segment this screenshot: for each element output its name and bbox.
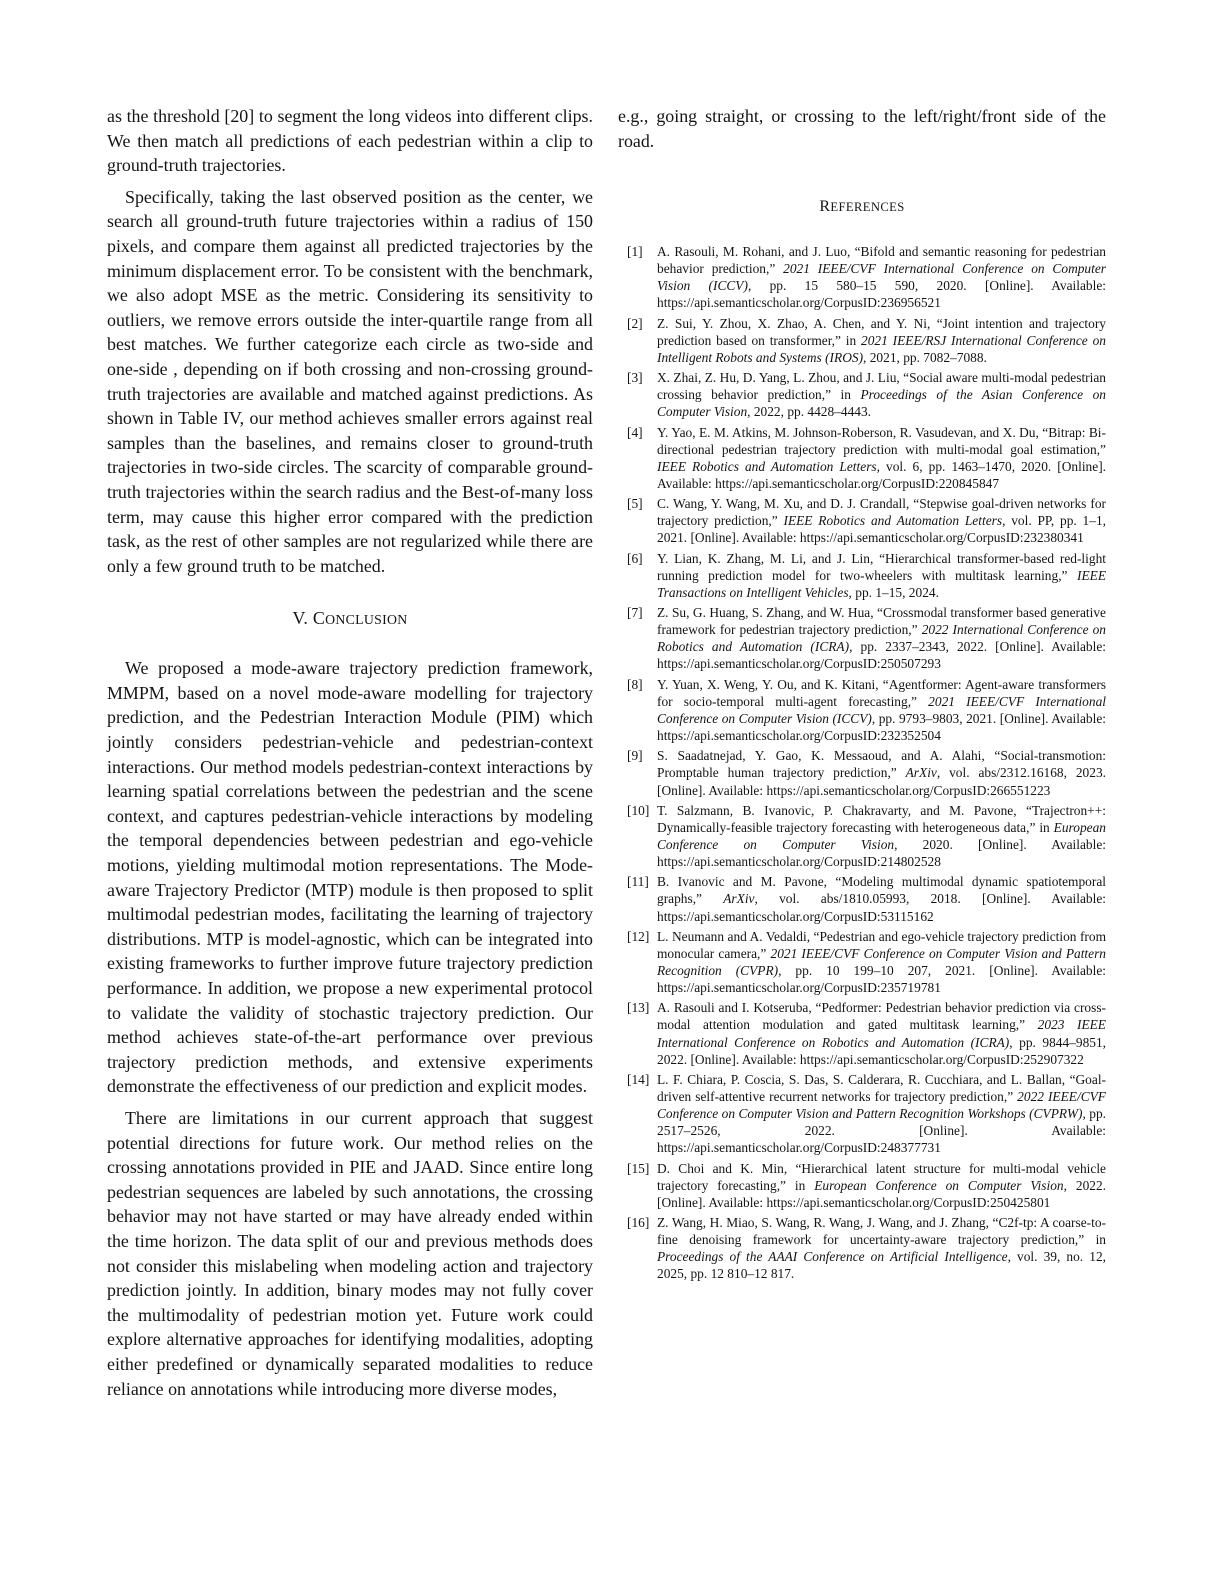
- reference-entry: [618, 1071, 1106, 1156]
- reference-details: , pp. 1–15, 2024.: [848, 584, 939, 600]
- reference-authors-title: A. Rasouli, M. Rohani, and J. Luo, “Bifold and semantic reasoning for pedestrian behavior prediction,”: [657, 244, 1106, 277]
- reference-number: [7]: [627, 605, 643, 621]
- section-title-initial: C: [312, 608, 326, 629]
- reference-entry: [618, 676, 1106, 744]
- reference-entry: [618, 999, 1106, 1067]
- reference-entry: [618, 243, 1106, 311]
- reference-details: , vol. 6, pp. 1463–1470, 2020. [Online]. Available: https://api.semanticscholar.org/CorpusID:220845847: [657, 458, 1107, 491]
- references-heading: [618, 198, 1106, 216]
- reference-venue: 2021 IEEE/RSJ International Conference on Intelligent Robots and Systems (IROS): [657, 332, 1106, 365]
- reference-entry: [618, 873, 1106, 924]
- reference-venue: European Conference on Computer Vision: [814, 1177, 1064, 1193]
- reference-entry: [618, 604, 1106, 672]
- reference-authors-title: T. Salzmann, B. Ivanovic, P. Chakravarty, and M. Pavone, “Trajectron++: Dynamically-feasible trajectory forecasting with heterogeneous data,” in: [657, 802, 1106, 835]
- reference-text: [657, 604, 1106, 672]
- reference-venue: IEEE Transactions on Intelligent Vehicles: [657, 567, 1106, 600]
- reference-number: [12]: [627, 928, 650, 944]
- reference-authors-title: S. Saadatnejad, Y. Gao, K. Messaoud, and A. Alahi, “Social-transmotion: Promptable human trajectory prediction,”: [657, 748, 1106, 781]
- reference-authors-title: X. Zhai, Z. Hu, D. Yang, L. Zhou, and J. Liu, “Social aware multi-modal pedestrian crossing behavior prediction,” in: [657, 370, 1106, 403]
- reference-text: [657, 315, 1106, 366]
- reference-details: , pp. 9844–9851, 2022. [Online]. Available: https://api.semanticscholar.org/CorpusID:252907322: [657, 1034, 1106, 1067]
- paragraph-modes-continuation: e.g., going straight, or crossing to the left/right/front side of the road.: [618, 106, 1106, 151]
- reference-text: [657, 1071, 1106, 1156]
- reference-entry: [618, 802, 1106, 870]
- reference-number: [13]: [627, 1000, 650, 1016]
- reference-text: [657, 676, 1106, 744]
- reference-details: , 2022. [Online]. Available: https://api.semanticscholar.org/CorpusID:250425801: [657, 1177, 1106, 1210]
- reference-venue: ArXiv: [905, 765, 937, 781]
- reference-details: , vol. abs/2312.16168, 2023. [Online]. Available: https://api.semanticscholar.org/CorpusID:266551223: [657, 765, 1106, 798]
- reference-number: [14]: [627, 1071, 650, 1087]
- reference-venue: 2022 International Conference on Robotics and Automation (ICRA): [657, 622, 1107, 655]
- reference-venue: European Conference on Computer Vision: [657, 819, 1106, 852]
- reference-number: [11]: [627, 874, 649, 890]
- reference-text: [657, 495, 1106, 546]
- reference-number: [16]: [627, 1215, 650, 1231]
- reference-entry: [618, 747, 1106, 798]
- reference-text: [657, 747, 1106, 798]
- reference-entry: [618, 424, 1106, 492]
- references-title-rest: EFERENCES: [830, 200, 905, 215]
- reference-entry: [618, 1214, 1106, 1282]
- reference-number: [2]: [627, 315, 643, 331]
- reference-details: , vol. abs/1810.05993, 2018. [Online]. Available: https://api.semanticscholar.org/CorpusID:53115162: [657, 891, 1106, 924]
- reference-number: [9]: [627, 748, 643, 764]
- reference-authors-title: B. Ivanovic and M. Pavone, “Modeling multimodal dynamic spatiotemporal graphs,”: [657, 874, 1106, 907]
- paragraph-threshold-continuation: as the threshold [20] to segment the long videos into different clips. We then match all predictions of each pedestrian within a clip to ground-truth trajectories.: [107, 106, 593, 176]
- reference-entry: [618, 495, 1106, 546]
- reference-authors-title: L. F. Chiara, P. Coscia, S. Das, S. Calderara, R. Cucchiara, and L. Ballan, “Goal-driven self-attentive recurrent networks for trajectory prediction,”: [657, 1071, 1106, 1105]
- reference-venue: IEEE Robotics and Automation Letters: [783, 513, 1003, 529]
- reference-authors-title: A. Rasouli and I. Kotseruba, “Pedformer: Pedestrian behavior prediction via cross-modal attention modulation and gated multitask learning,”: [657, 1000, 1106, 1033]
- reference-details: , pp. 9793–9803, 2021. [Online]. Available: https://api.semanticscholar.org/CorpusID:232352504: [657, 710, 1106, 744]
- reference-details: , 2022, pp. 4428–4443.: [747, 404, 872, 420]
- reference-venue: 2021 IEEE/CVF International Conference on Computer Vision (ICCV): [657, 693, 1106, 726]
- reference-details: , vol. PP, pp. 1–1, 2021. [Online]. Available: https://api.semanticscholar.org/CorpusID:232380341: [657, 513, 1106, 546]
- section-numeral: V.: [292, 608, 313, 629]
- reference-venue: Proceedings of the Asian Conference on Computer Vision: [657, 387, 1106, 420]
- reference-details: , pp. 15 580–15 590, 2020. [Online]. Available: https://api.semanticscholar.org/CorpusID:236956521: [657, 278, 1106, 311]
- reference-details: , pp. 10 199–10 207, 2021. [Online]. Available: https://api.semanticscholar.org/CorpusID:235719781: [657, 963, 1106, 996]
- reference-authors-title: L. Neumann and A. Vedaldi, “Pedestrian and ego-vehicle trajectory prediction from monocular camera,”: [657, 928, 1106, 961]
- reference-entry: [618, 928, 1106, 996]
- reference-details: , pp. 2337–2343, 2022. [Online]. Available: https://api.semanticscholar.org/CorpusID:250507293: [657, 639, 1106, 672]
- reference-authors-title: Z. Sui, Y. Zhou, X. Zhao, A. Chen, and Y. Ni, “Joint intention and trajectory prediction based on transformer,” in: [657, 315, 1106, 348]
- reference-venue: IEEE Robotics and Automation Letters: [657, 458, 877, 474]
- reference-authors-title: Y. Yuan, X. Weng, Y. Ou, and K. Kitani, “Agentformer: Agent-aware transformers for socio-temporal multi-agent forecasting,”: [657, 676, 1106, 709]
- reference-entry: [618, 550, 1106, 601]
- reference-number: [5]: [627, 496, 643, 512]
- reference-details: , pp. 2517–2526, 2022. [Online]. Available: https://api.semanticscholar.org/CorpusID:248377731: [657, 1106, 1106, 1156]
- reference-list: [618, 243, 1106, 1282]
- reference-text: [657, 550, 1106, 601]
- right-column: [618, 104, 1106, 1286]
- reference-number: [8]: [627, 676, 643, 692]
- reference-details: , 2021, pp. 7082–7088.: [863, 349, 987, 365]
- reference-text: [657, 243, 1106, 311]
- reference-text: [657, 802, 1106, 870]
- reference-text: [657, 424, 1106, 492]
- section-heading-conclusion: [107, 608, 593, 629]
- reference-authors-title: Z. Su, G. Huang, S. Zhang, and W. Hua, “Crossmodal transformer based generative framework for pedestrian trajectory prediction,”: [657, 605, 1106, 638]
- reference-number: [3]: [627, 370, 643, 386]
- references-title-initial: R: [819, 198, 831, 216]
- reference-text: [657, 1214, 1106, 1282]
- reference-authors-title: Y. Lian, K. Zhang, M. Li, and J. Lin, “Hierarchical transformer-based red-light running prediction model for two-wheelers with multitask learning,”: [657, 550, 1106, 583]
- reference-text: [657, 928, 1106, 996]
- reference-number: [10]: [627, 802, 650, 818]
- reference-number: [1]: [627, 244, 643, 260]
- reference-entry: [618, 369, 1106, 420]
- reference-authors-title: D. Choi and K. Min, “Hierarchical latent structure for multi-modal vehicle trajectory forecasting,” in: [657, 1160, 1106, 1193]
- reference-details: , 2020. [Online]. Available: https://api.semanticscholar.org/CorpusID:214802528: [657, 836, 1106, 870]
- reference-text: [657, 369, 1106, 420]
- reference-text: [657, 1160, 1106, 1211]
- reference-venue: 2023 IEEE International Conference on Robotics and Automation (ICRA): [657, 1017, 1106, 1050]
- paragraph-limitations: There are limitations in our current approach that suggest potential directions for future work. Our method relies on the crossing annotations provided in PIE and JAAD. Since entire long pedestrian sequences are labeled by such annotations, the crossing behavior may not have started or may have already ended within the time horizon. The data split of our and previous methods does not consider this mislabeling when modeling action and trajectory prediction jointly. In addition, binary modes may not fully cover the multimodality of pedestrian motion yet. Future work could explore alternative approaches for identifying modalities, adopting either predefined or dynamically separated modalities to reduce reliance on annotations while introducing more diverse modes,: [107, 1107, 593, 1399]
- reference-venue: 2021 IEEE/CVF International Conference on Computer Vision (ICCV): [657, 261, 1106, 294]
- reference-details: , vol. 39, no. 12, 2025, pp. 12 810–12 817.: [657, 1249, 1106, 1282]
- reference-venue: Proceedings of the AAAI Conference on Artificial Intelligence: [657, 1249, 1008, 1265]
- reference-entry: [618, 1160, 1106, 1211]
- paragraph-conclusion-summary: We proposed a mode-aware trajectory prediction framework, MMPM, based on a novel mode-aware modelling for trajectory prediction, and the Pedestrian Interaction Module (PIM) which jointly considers pedestrian-vehicle and pedestrian-context interactions. Our method models pedestrian-context interactions by learning spatial correlations between the pedestrian and the scene context, and captures pedestrian-vehicle interactions by modeling the temporal dependencies between pedestrian and ego-vehicle motions, yielding multimodal motion representations. The Mode-aware Trajectory Predictor (MTP) module is then proposed to split multimodal pedestrian modes, facilitating the learning of trajectory distributions. MTP is model-agnostic, which can be integrated into existing frameworks to further improve future trajectory prediction performance. In addition, we propose a new experimental protocol to validate the validity of stochastic trajectory prediction. Our method achieves state-of-the-art performance over previous trajectory prediction methods, and extensive experiments demonstrate the effectiveness of our prediction and explicit modes.: [107, 658, 593, 1097]
- reference-authors-title: Z. Wang, H. Miao, S. Wang, R. Wang, J. Wang, and J. Zhang, “C2f-tp: A coarse-to-fine denoising framework for uncertainty-aware trajectory prediction,” in: [657, 1215, 1106, 1248]
- reference-authors-title: Y. Yao, E. M. Atkins, M. Johnson-Roberson, R. Vasudevan, and X. Du, “Bitrap: Bi-directional pedestrian trajectory prediction with multi-modal goal estimation,”: [657, 424, 1106, 457]
- reference-number: [6]: [627, 550, 643, 566]
- section-title-rest: ONCLUSION: [325, 612, 408, 628]
- reference-text: [657, 873, 1106, 924]
- left-column: [107, 104, 593, 1401]
- reference-venue: ArXiv: [723, 891, 755, 907]
- reference-entry: [618, 315, 1106, 366]
- reference-text: [657, 999, 1106, 1067]
- reference-authors-title: C. Wang, Y. Wang, M. Xu, and D. J. Crandall, “Stepwise goal-driven networks for trajectory prediction,”: [657, 496, 1106, 529]
- paragraph-evaluation-details: Specifically, taking the last observed position as the center, we search all ground-truth future trajectories within a radius of 150 pixels, and compare them against all predicted trajectories by the minimum displacement error. To be consistent with the benchmark, we also adopt MSE as the metric. Considering its sensitivity to outliers, we remove errors outside the inter-quartile range from all best matches. We further categorize each circle as two-side and one-side , depending on if both crossing and non-crossing ground-truth trajectories are available and matched against predictions. As shown in Table IV, our method achieves smaller errors against real samples than the baselines, and remains closer to ground-truth trajectories in two-side circles. The scarcity of comparable ground-truth trajectories within the search radius and the Best-of-many loss term, may cause this higher error compared with the prediction task, as the rest of other samples are not regularized while there are only a few ground truth to be matched.: [107, 186, 593, 576]
- reference-venue: 2022 IEEE/CVF Conference on Computer Vision and Pattern Recognition Workshops (CVPRW): [657, 1089, 1106, 1122]
- reference-venue: 2021 IEEE/CVF Conference on Computer Vision and Pattern Recognition (CVPR): [657, 945, 1106, 978]
- reference-number: [4]: [627, 424, 643, 440]
- reference-number: [15]: [627, 1160, 650, 1176]
